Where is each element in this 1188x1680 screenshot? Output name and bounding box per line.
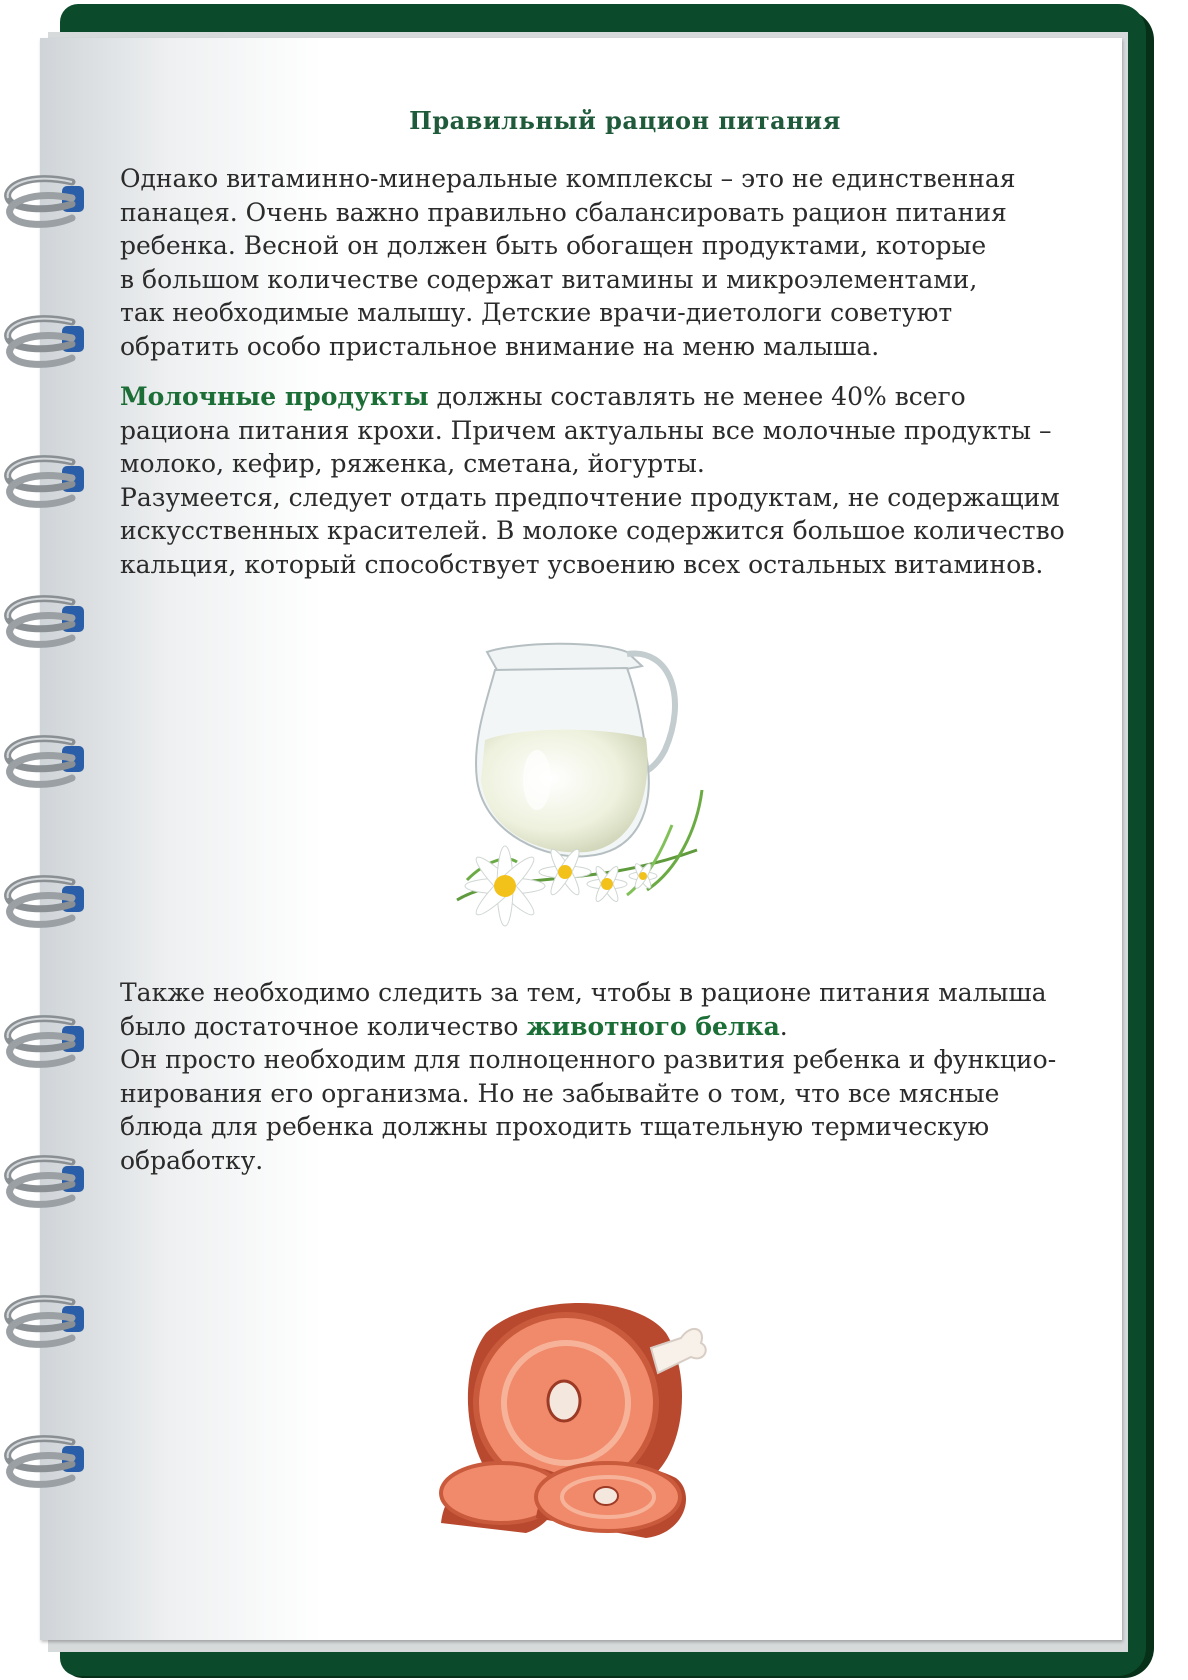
protein-line: блюда для ребенка должны проходить тщательную термическую [120,1112,990,1141]
ham-illustration [436,1293,736,1543]
spiral-ring-icon [0,1428,96,1492]
dairy-line: искусственных красителей. В молоке содержится большое количество [120,516,1065,545]
spiral-ring-icon [0,1008,96,1072]
protein-line: Также необходимо следить за тем, чтобы в рационе питания малыша [120,978,1047,1007]
protein-line: . [779,1011,788,1041]
dairy-line: рациона питания крохи. Причем актуальны все молочные продукты – [120,415,1052,445]
dairy-paragraph [120,380,1130,581]
protein-line: нирования его организма. Но не забывайте о том, что все мясные [120,1078,1000,1108]
page-title: Правильный рацион питания [409,106,841,135]
spiral-ring-icon [0,1288,96,1352]
intro-line: Однако витаминно-минеральные комплексы – это не единственная [120,164,1016,193]
intro-line: обратить особо пристальное внимание на меню малыша. [120,331,880,361]
protein-highlight: животного белка [526,1011,780,1041]
dairy-line: Разумеется, следует отдать предпочтение продуктам, не содержащим [120,482,1060,512]
protein-line: было достаточное количество [120,1011,527,1041]
spiral-ring-icon [0,868,96,932]
intro-line: в большом количестве содержат витамины и микроэлементами, [120,264,978,294]
spiral-ring-icon [0,728,96,792]
milk-jug-illustration [447,640,737,980]
spiral-ring-icon [0,1148,96,1212]
dairy-highlight: Молочные продукты [120,382,429,411]
protein-line: Он просто необходим для полноценного развития ребенка и функцио- [120,1045,1057,1074]
intro-paragraph [120,162,1130,363]
protein-line: обработку. [120,1145,264,1175]
intro-line: панацея. Очень важно правильно сбалансировать рацион питания [120,197,1007,227]
dairy-line: молоко, кефир, ряженка, сметана, йогурты. [120,449,705,478]
spiral-ring-icon [0,308,96,372]
intro-line: так необходимые малышу. Детские врачи-диетологи советуют [120,298,953,327]
spiral-ring-icon [0,168,96,232]
dairy-line: должны составлять не менее 40% всего [428,382,966,411]
spiral-ring-icon [0,448,96,512]
spiral-binding [0,0,100,1680]
dairy-line: кальция, который способствует усвоению всех остальных витаминов. [120,549,1044,579]
intro-line: ребенка. Весной он должен быть обогащен продуктами, которые [120,231,987,260]
protein-paragraph [120,976,1130,1177]
spiral-ring-icon [0,588,96,652]
